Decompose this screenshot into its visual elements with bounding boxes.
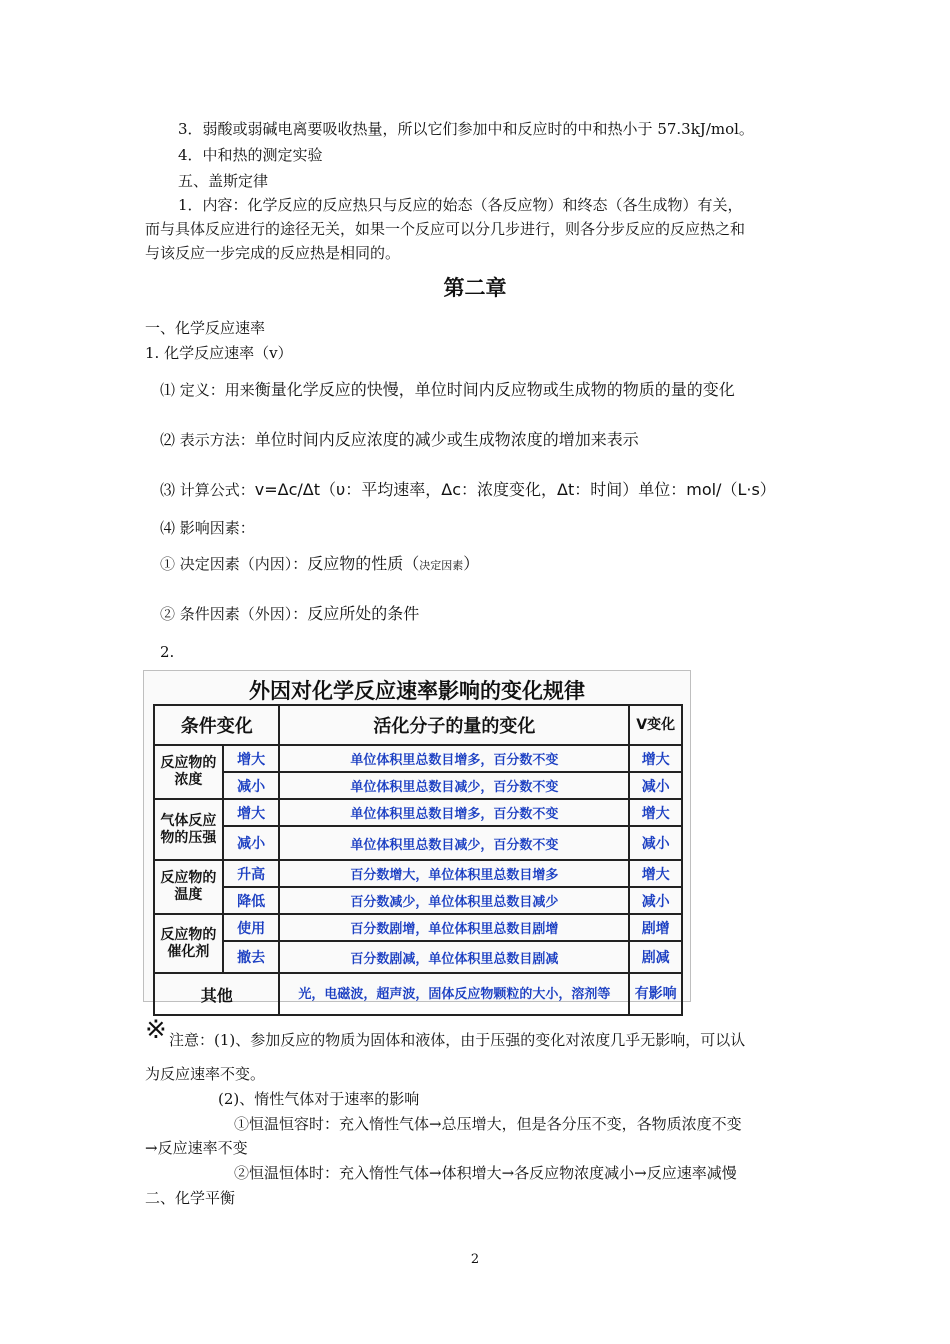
- method-line: [160, 430, 639, 450]
- header-condition: 条件变化: [154, 705, 279, 745]
- other-velocity-cell: 有影响: [629, 973, 682, 1015]
- table-row: [154, 772, 682, 799]
- section-heading: 二、化学平衡: [145, 1189, 236, 1207]
- method-text: 单位时间内反应浓度的减少或生成物浓度的增加来表示: [254, 430, 639, 449]
- velocity-cell: 减小: [629, 826, 682, 860]
- table-row: [154, 914, 682, 941]
- paragraph-line: 1．内容：化学反应的反应热只与反应的始态（各反应物）和终态（各生成物）有关，: [178, 196, 743, 214]
- note-line: →反应速率不变: [145, 1139, 248, 1157]
- page-number: 2: [470, 1252, 480, 1267]
- reference-mark-icon: ※: [145, 1015, 167, 1045]
- table-row: [154, 941, 682, 973]
- external-label: ② 条件因素（外因）：: [160, 605, 308, 623]
- header-molecules: 活化分子的量的变化: [279, 705, 629, 745]
- paragraph-line: 而与具体反应进行的途径无关，如果一个反应可以分几步进行，则各分步反应的反应热之和: [145, 220, 746, 238]
- velocity-cell: 减小: [629, 887, 682, 914]
- molecules-cell: 百分数减少，单位体积里总数目减少: [279, 887, 629, 914]
- note-line: ②恒温恒体时：充入惰性气体→体积增大→各反应物浓度减小→反应速率减慢: [234, 1164, 737, 1182]
- factor-cell: 反应物的浓度: [154, 745, 223, 799]
- table-row: [154, 799, 682, 826]
- section-heading: 一、化学反应速率: [145, 319, 266, 337]
- rate-factors-figure: [143, 670, 691, 1005]
- table-row: [154, 887, 682, 914]
- other-factor-cell: 其他: [154, 973, 279, 1015]
- paragraph-line: 与该反应一步完成的反应热是相同的。: [145, 244, 401, 262]
- molecules-cell: 百分数剧增，单位体积里总数目剧增: [279, 914, 629, 941]
- note-line: 为反应速率不变。: [145, 1065, 266, 1083]
- definition-label: ⑴ 定义：用来: [160, 381, 255, 399]
- method-label: ⑵ 表示方法：: [160, 431, 255, 449]
- item-number: 2.: [160, 643, 175, 661]
- factor-cell: 反应物的温度: [154, 860, 223, 914]
- change-cell: 使用: [223, 914, 280, 941]
- note-line: ①恒温恒容时：充入惰性气体→总压增大，但是各分压不变，各物质浓度不变: [234, 1115, 742, 1133]
- internal-text: 反应物的性质（: [307, 554, 420, 573]
- table-row: [154, 860, 682, 887]
- velocity-cell: 增大: [629, 745, 682, 772]
- table-row: [154, 826, 682, 860]
- note-line: 注意：(1)、参加反应的物质为固体和液体，由于压强的变化对浓度几乎无影响，可以认: [169, 1031, 746, 1049]
- velocity-cell: 增大: [629, 860, 682, 887]
- chapter-title: 第二章: [443, 276, 507, 300]
- molecules-cell: 单位体积里总数目增多，百分数不变: [279, 745, 629, 772]
- rate-factors-table: [153, 704, 683, 1016]
- heading-gaisi-law: 五、盖斯定律: [178, 172, 269, 190]
- molecules-cell: 单位体积里总数目增多，百分数不变: [279, 799, 629, 826]
- external-text: 反应所处的条件: [307, 604, 420, 623]
- external-factor-line: [160, 604, 419, 624]
- note-subheading: (2)、惰性气体对于速率的影响: [218, 1090, 420, 1108]
- change-cell: 增大: [223, 745, 280, 772]
- factor-cell: 反应物的催化剂: [154, 914, 223, 973]
- change-cell: 升高: [223, 860, 280, 887]
- table-row: [154, 973, 682, 1015]
- definition-text: 衡量化学反应的快慢，单位时间内反应物或生成物的物质的量的变化: [254, 380, 735, 399]
- molecules-cell: 单位体积里总数目减少，百分数不变: [279, 772, 629, 799]
- internal-close: ）: [463, 554, 480, 573]
- change-cell: 减小: [223, 826, 280, 860]
- velocity-cell: 剧减: [629, 941, 682, 973]
- table-header-row: [154, 705, 682, 745]
- paragraph-line: 3．弱酸或弱碱电离要吸收热量，所以它们参加中和反应时的中和热小于 57.3kJ/mol。: [178, 120, 754, 138]
- change-cell: 降低: [223, 887, 280, 914]
- header-velocity: V变化: [629, 705, 682, 745]
- internal-factor-line: [160, 554, 479, 576]
- velocity-cell: 增大: [629, 799, 682, 826]
- change-cell: 撤去: [223, 941, 280, 973]
- table-row: [154, 745, 682, 772]
- paragraph-line: 4．中和热的测定实验: [178, 146, 323, 164]
- definition-line: [160, 380, 735, 400]
- internal-label: ① 决定因素（内因）：: [160, 555, 308, 573]
- molecules-cell: 单位体积里总数目减少，百分数不变: [279, 826, 629, 860]
- other-molecules-cell: 光，电磁波，超声波，固体反应物颗粒的大小，溶剂等: [279, 973, 629, 1015]
- velocity-cell: 减小: [629, 772, 682, 799]
- formula-line: [160, 480, 776, 500]
- factor-cell: 气体反应物的压强: [154, 799, 223, 860]
- factors-heading: ⑷ 影响因素：: [160, 519, 255, 537]
- formula-label: ⑶ 计算公式：: [160, 481, 255, 499]
- change-cell: 增大: [223, 799, 280, 826]
- velocity-cell: 剧增: [629, 914, 682, 941]
- subsection-heading: 1. 化学反应速率（v）: [145, 344, 293, 362]
- internal-small-text: 决定因素: [419, 559, 464, 572]
- molecules-cell: 百分数剧减，单位体积里总数目剧减: [279, 941, 629, 973]
- molecules-cell: 百分数增大，单位体积里总数目增多: [279, 860, 629, 887]
- formula-text: v=Δc/Δt（υ：平均速率，Δc：浓度变化，Δt：时间）单位：mol/（L·s）: [254, 480, 776, 499]
- figure-title: 外因对化学反应速率影响的变化规律: [249, 679, 585, 703]
- change-cell: 减小: [223, 772, 280, 799]
